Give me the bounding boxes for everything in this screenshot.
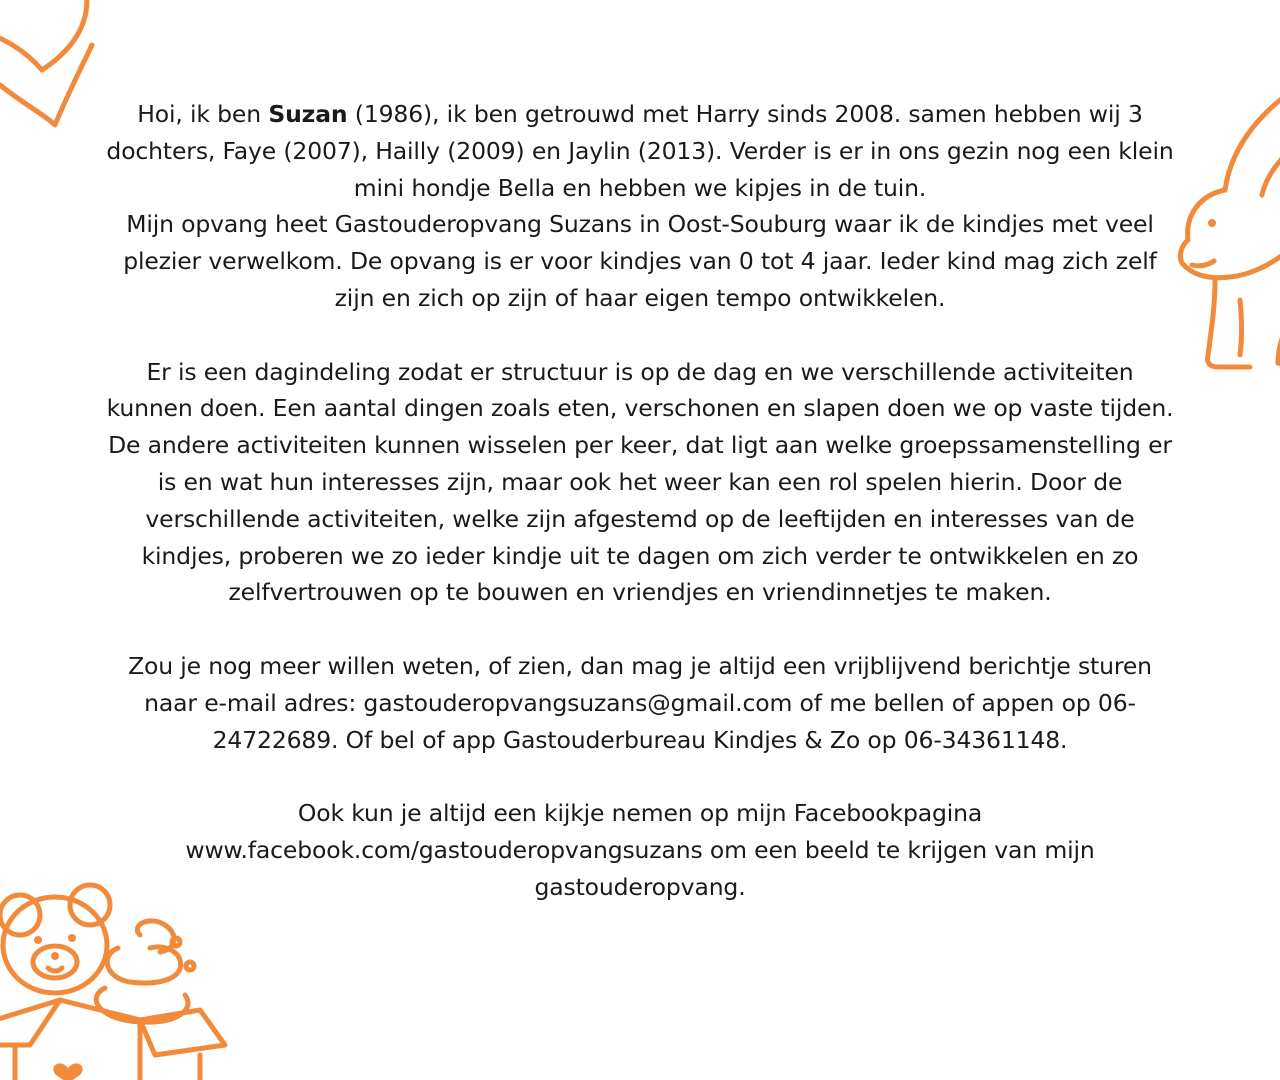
facebook-paragraph: Ook kun je altijd een kijkje nemen op mijn Facebookpagina www.facebook.com/gastouderopvangsuzans om een beeld te krijgen van mijn gastouderopvang.	[185, 799, 1095, 901]
contact-paragraph: Zou je nog meer willen weten, of zien, dan mag je altijd een vrijblijvend berichtje sturen naar e-mail adres: gastouderopvangsuzans@gmail.com of me bellen of appen op 06-24722689. Of bel of app Gastouderbureau Kindjes & Zo op 06-34361148.	[128, 651, 1152, 754]
greeting-text: Hoi, ik ben	[137, 100, 269, 128]
intro-paragraph	[100, 96, 1180, 206]
main-text	[100, 96, 1180, 906]
bunny-icon	[1170, 95, 1280, 380]
opvang-paragraph: Mijn opvang heet Gastouderopvang Suzans in Oost-Souburg waar ik de kindjes met veel plezier verwelkom. De opvang is er voor kindjes van 0 tot 4 jaar. Ieder kind mag zich zelf zijn en zich op zijn of haar eigen tempo ontwikkelen.	[123, 210, 1157, 312]
intro-text: (1986), ik ben getrouwd met Harry sinds 2008. samen hebben wij 3 dochters, Faye (2007), Hailly (2009) en Jaylin (2013). Verder is er in ons gezin nog een klein mini hondje Bella en hebben we kipjes in de tuin.	[106, 100, 1174, 202]
author-name: Suzan	[268, 100, 348, 128]
dagindeling-paragraph: Er is een dagindeling zodat er structuur is op de dag en we verschillende activiteiten kunnen doen. Een aantal dingen zoals eten, verschonen en slapen doen we op vaste tijden. De andere activiteiten kunnen wisselen per keer, dat ligt aan welke groepssamenstelling er is en wat hun interesses zijn, maar ook het weer kan een rol spelen hierin. Door de verschillende activiteiten, welke zijn afgestemd op de leeftijden en interesses van de kindjes, proberen we zo ieder kindje uit te dagen om zich verder te ontwikkelen en zo zelfvertrouwen op te bouwen en vriendjes en vriendinnetjes te maken.	[106, 357, 1174, 607]
